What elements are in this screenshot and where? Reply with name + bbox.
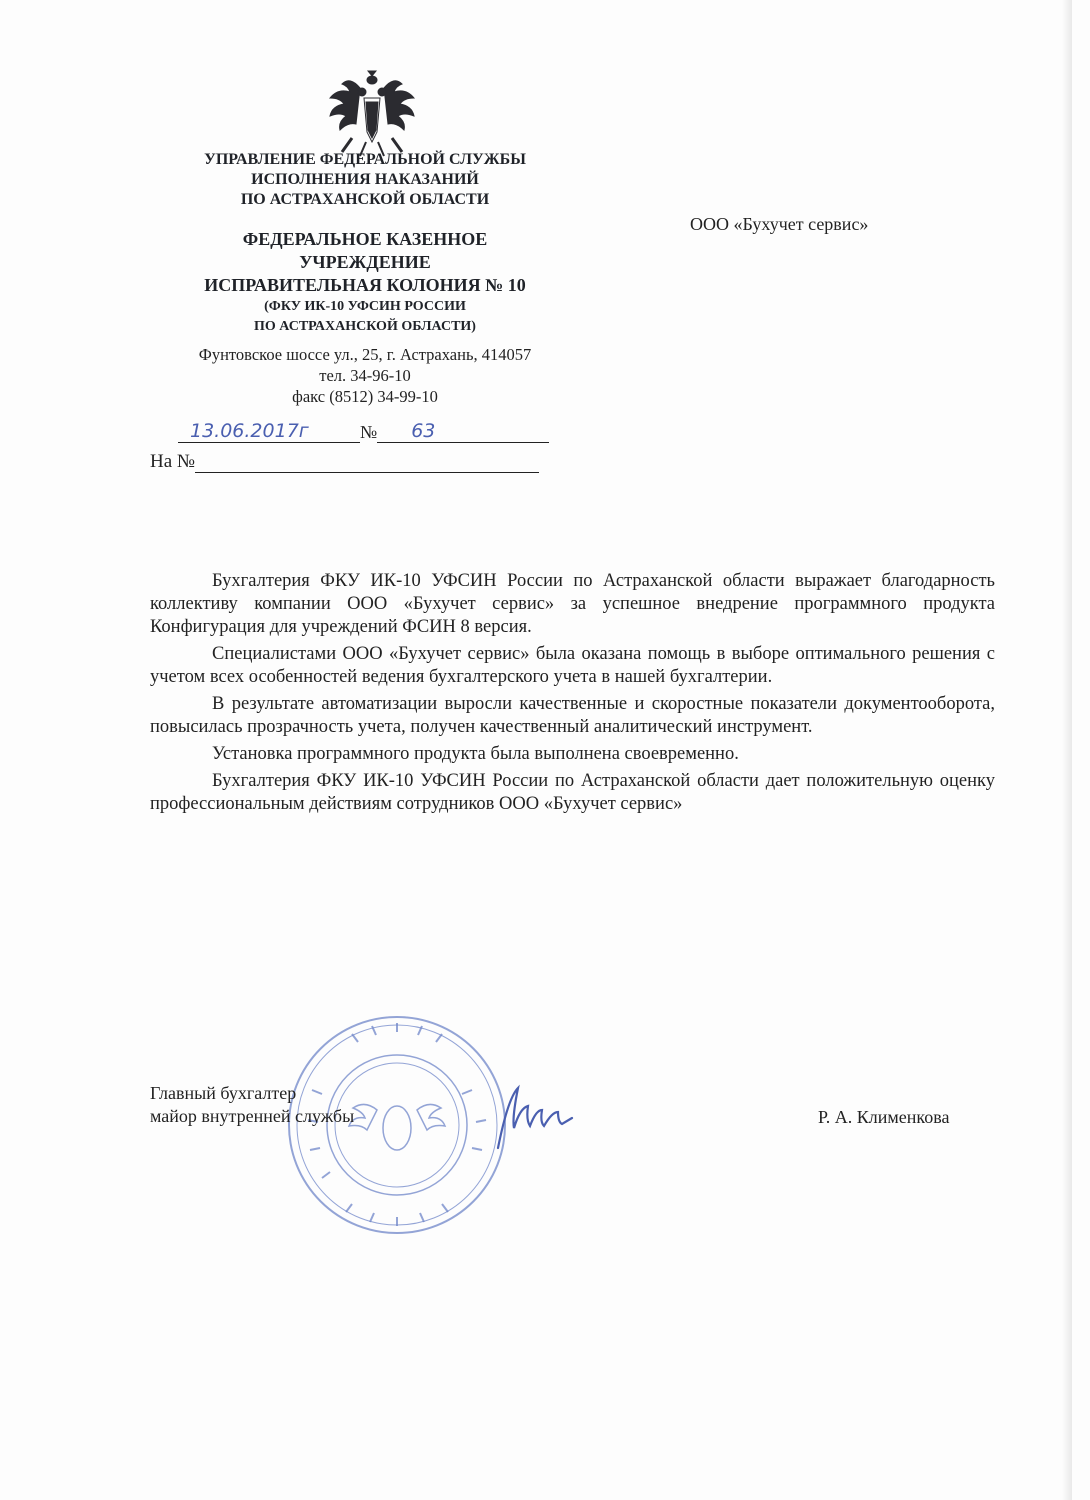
- position-line-1: Главный бухгалтер: [150, 1083, 297, 1103]
- body-paragraph: Специалистами ООО «Бухучет сервис» была оказана помощь в выборе оптимального решения с учетом всех особенностей ведения бухгалтерского учета в нашей бухгалтерии.: [150, 644, 995, 687]
- department-header: [150, 150, 580, 210]
- number-field: [377, 420, 549, 443]
- position-line-2: майор внутренней службы: [150, 1106, 355, 1126]
- reference-line: [150, 450, 539, 473]
- date-field: [178, 420, 360, 443]
- institution-line-2: УЧРЕЖДЕНИЕ: [299, 252, 431, 272]
- handwritten-signature: [480, 1078, 590, 1158]
- department-line-1: УПРАВЛЕНИЕ ФЕДЕРАЛЬНОЙ СЛУЖБЫ: [204, 151, 526, 168]
- letter-body: [150, 570, 995, 820]
- date-number-line: [178, 420, 549, 443]
- recipient: ООО «Бухучет сервис»: [690, 214, 869, 234]
- contact-block: [150, 344, 580, 407]
- double-headed-eagle-emblem-icon: [322, 68, 422, 163]
- handwritten-number: 63: [411, 420, 436, 442]
- reference-field: [195, 450, 539, 473]
- institution-short-line-1: (ФКУ ИК-10 УФСИН РОССИИ: [264, 299, 466, 314]
- number-label: №: [360, 422, 378, 442]
- body-paragraph: Бухгалтерия ФКУ ИК-10 УФСИН России по Астраханской области дает положительную оценку профессиональным действиям сотрудников ООО «Бухучет сервис»: [150, 771, 995, 814]
- reference-label: На №: [150, 451, 196, 472]
- address: Фунтовское шоссе ул., 25, г. Астрахань, 414057: [198, 345, 532, 364]
- institution-line-3: ИСПРАВИТЕЛЬНАЯ КОЛОНИЯ № 10: [204, 275, 526, 295]
- department-line-2: ИСПОЛНЕНИЯ НАКАЗАНИЙ: [251, 171, 479, 188]
- phone: тел. 34-96-10: [319, 366, 411, 385]
- signatory-name: Р. А. Клименкова: [818, 1107, 950, 1127]
- institution-header: [150, 228, 580, 337]
- fax: факс (8512) 34-99-10: [292, 387, 438, 406]
- institution-line-1: ФЕДЕРАЛЬНОЕ КАЗЕННОЕ: [242, 229, 488, 249]
- department-line-3: ПО АСТРАХАНСКОЙ ОБЛАСТИ: [240, 191, 490, 208]
- handwritten-date: 13.06.2017г: [190, 420, 309, 442]
- body-paragraph: Установка программного продукта была выполнена своевременно.: [212, 744, 739, 764]
- page-edge-shadow: [1062, 0, 1072, 1500]
- body-paragraph: В результате автоматизации выросли качественные и скоростные показатели документооборота, повысилась прозрачность учета, получен качественный аналитический инструмент.: [150, 694, 995, 737]
- signatory-position: [150, 1082, 354, 1128]
- institution-short-line-2: ПО АСТРАХАНСКОЙ ОБЛАСТИ): [254, 319, 476, 334]
- body-paragraph: Бухгалтерия ФКУ ИК-10 УФСИН России по Астраханской области выражает благодарность коллективу компании ООО «Бухучет сервис» за успешное внедрение программного продукта Конфигурация для учреждений ФСИН 8 версия.: [150, 571, 995, 637]
